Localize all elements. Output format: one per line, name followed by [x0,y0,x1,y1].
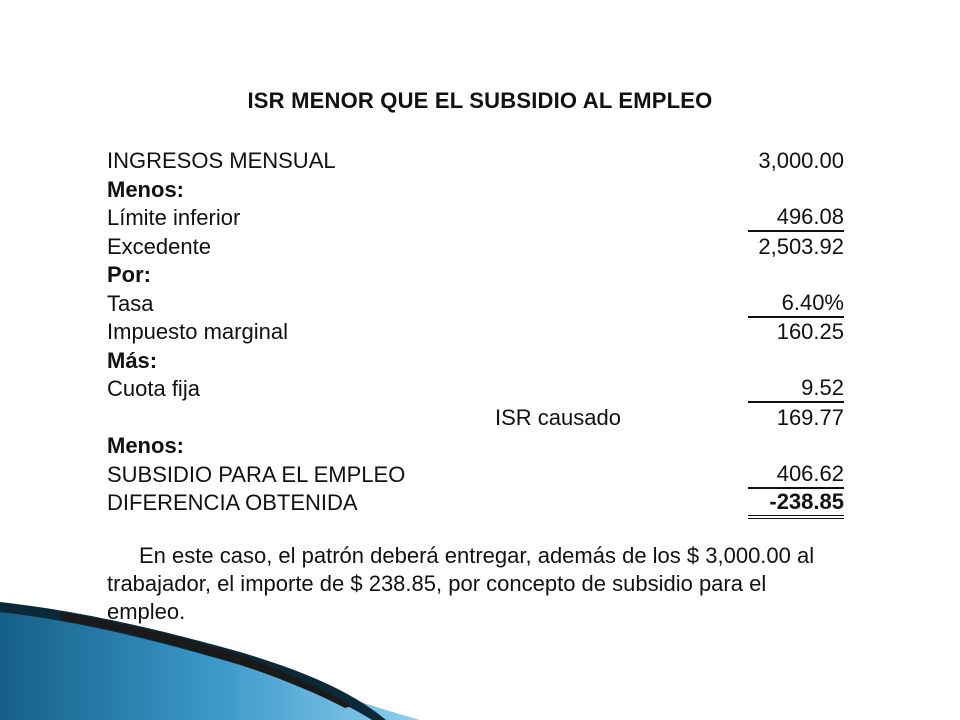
row-value: 169.77 [776,404,844,430]
document-title: ISR MENOR QUE EL SUBSIDIO AL EMPLEO [247,88,713,113]
section-heading: Por: [107,262,151,287]
row-label: ISR causado [495,404,621,430]
row-label: DIFERENCIA OBTENIDA [107,490,358,515]
section-heading: Menos: [107,433,184,458]
row-value: 9.52 [748,375,844,403]
row-value: 3,000.00 [758,148,844,173]
explanation-paragraph: En este caso, el patrón deberá entregar, además de los $ 3,000.00 al trabajador, el importe de $ 238.85, por concepto de subsidio para el empleo. [107,543,815,624]
row-label: Impuesto marginal [107,319,288,344]
row-value: 6.40% [748,290,844,318]
row-value-total: -238.85 [748,489,844,519]
row-label: Cuota fija [107,376,200,401]
row-value: 496.08 [748,204,844,232]
row-label: Límite inferior [107,205,241,230]
row-label: SUBSIDIO PARA EL EMPLEO [107,461,406,487]
section-heading: Más: [107,347,158,373]
row-label: INGRESOS MENSUAL [107,148,336,173]
row-value: 406.62 [748,461,844,489]
row-value: 160.25 [776,319,844,344]
section-heading: Menos: [107,176,184,202]
row-label: Excedente [107,233,211,259]
row-label: Tasa [107,290,154,316]
row-value: 2,503.92 [758,233,844,259]
